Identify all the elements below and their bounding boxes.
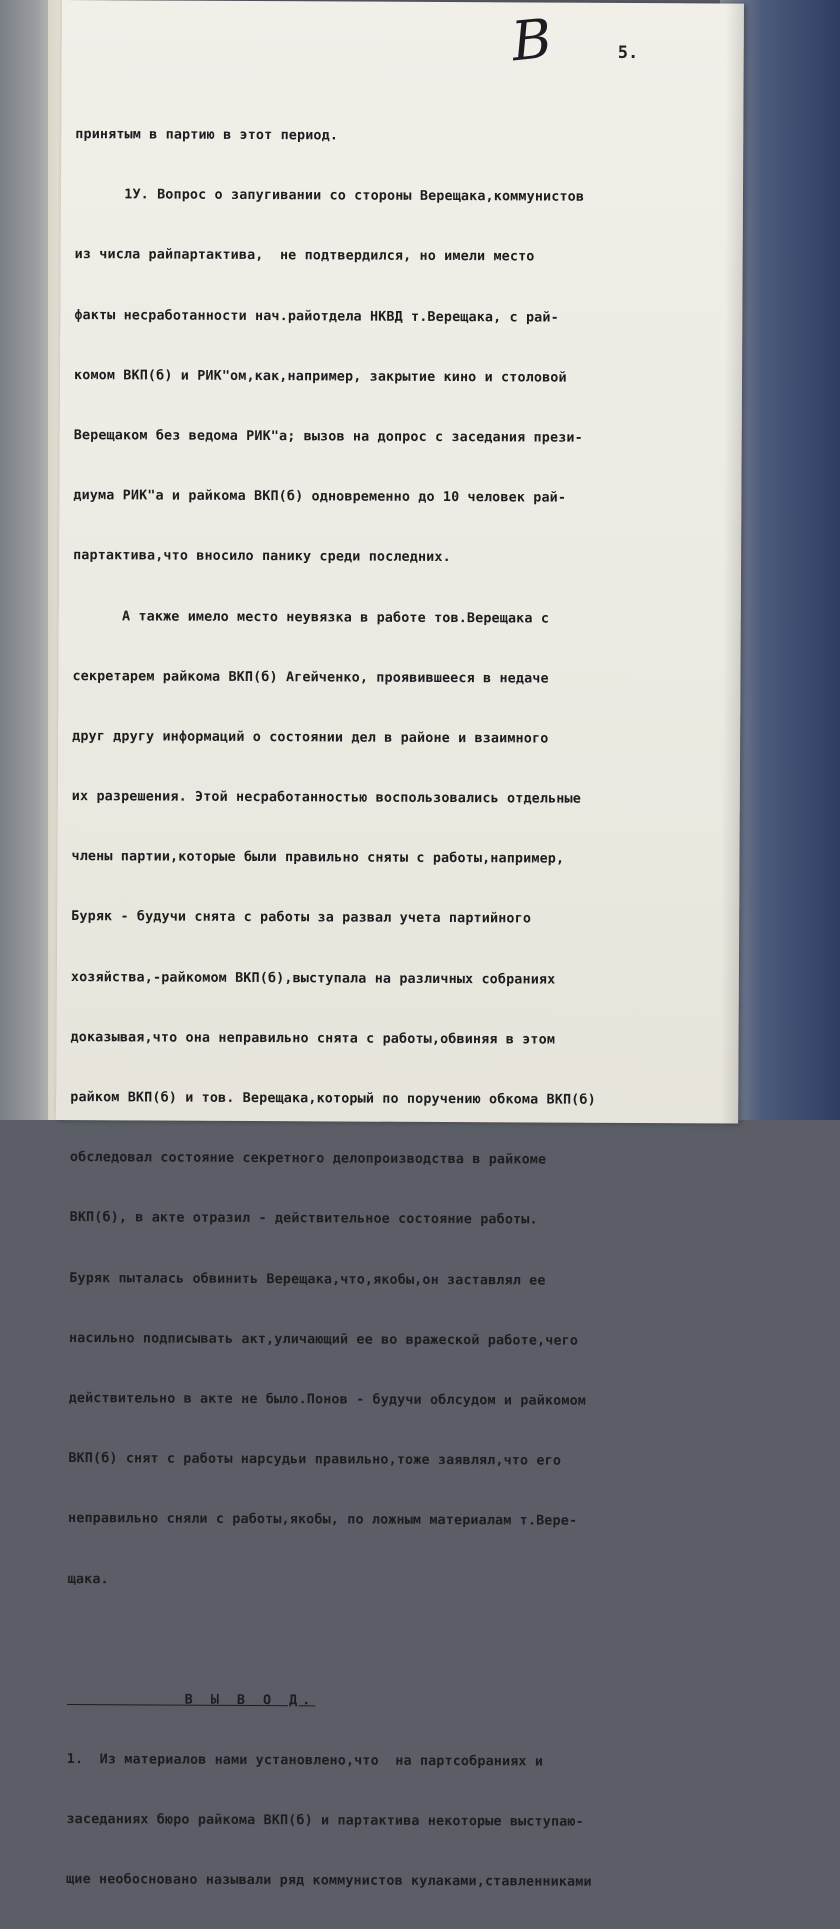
text-line: действительно в акте не было.Понов - будучи облсудом и райкомом: [68, 1390, 587, 1409]
text-line: насильно подписывать акт,уличающий ее во вражеской работе,чего: [68, 1330, 579, 1349]
text-line: 1. Из материалов нами установлено,что на партсобраниях и: [66, 1752, 544, 1770]
text-line: Буряк - будучи снята с работы за развал учета партийного: [71, 909, 532, 927]
text-line: щака.: [67, 1571, 109, 1587]
page-number: 5.: [617, 42, 639, 64]
text-line: принятым в партию в этот период.: [75, 127, 339, 144]
text-line: комом ВКП(б) и РИК"ом,как,например, закрытие кино и столовой: [73, 367, 567, 386]
text-line: А также имело место неувязка в работе тов.Верещака с: [72, 608, 550, 627]
text-line: ВКП(б) снят с работы нарсудьи правильно,тоже заявлял,что его: [68, 1451, 562, 1469]
typewritten-text: [66, 90, 756, 1929]
handwritten-mark: В: [508, 6, 555, 74]
text-line: ВКП(б), в акте отразил - действительное состояние работы.: [69, 1210, 538, 1228]
text-line: члены партии,которые были правильно сняты с работы,например,: [71, 849, 565, 867]
text-line: обследовал состояние секретного делопроизводства в райкоме: [69, 1150, 547, 1168]
text-line: партактива,что вносило панику среди последних.: [73, 548, 451, 566]
text-line: из числа райпартактива, не подтвердился, но имели место: [74, 247, 535, 265]
text-line: секретарем райкома ВКП(б) Агейченко, проявившееся в недаче: [72, 668, 549, 687]
text-line: Верещаком без ведома РИК"а; вызов на допрос с заседания прези-: [73, 428, 583, 446]
text-line: доказывая,что она неправильно снята с работы,обвиняя в этом: [70, 1029, 556, 1048]
section-heading-conclusion: В Ы В О Д.: [67, 1691, 316, 1709]
text-line: райком ВКП(б) и тов. Верещака,который по поручению обкома ВКП(б): [70, 1090, 596, 1108]
text-line: диума РИК"а и райкома ВКП(б) одновременно до 10 человек рай-: [73, 488, 567, 506]
text-line: щие необосновано называли ряд коммунистов кулаками,ставленниками: [66, 1872, 592, 1891]
document-page: [56, 0, 744, 1891]
text-line: факты несработанности нач.райотдела НКВД т.Верещака, с рай-: [74, 307, 559, 326]
text-line: хозяйства,-райкомом ВКП(б),выступала на различных собраниях: [70, 969, 556, 988]
text-line: заседаниях бюро райкома ВКП(б) и партактива некоторые выступаю-: [66, 1812, 584, 1831]
text-line: Буряк пыталась обвинить Верещака,что,якобы,он заставлял ее: [69, 1270, 546, 1289]
text-line: друг другу информаций о состоянии дел в районе и взаимного: [72, 728, 549, 747]
text-line: неправильно сняли с работы,якобы, по ложным материалам т.Вере-: [68, 1511, 578, 1530]
text-line: 1У. Вопрос о запугивании со стороны Верещака,коммунистов: [74, 187, 585, 205]
text-line: [67, 1625, 747, 1659]
text-line: их разрешения. Этой несработанностью воспользовались отдельные: [71, 789, 582, 807]
